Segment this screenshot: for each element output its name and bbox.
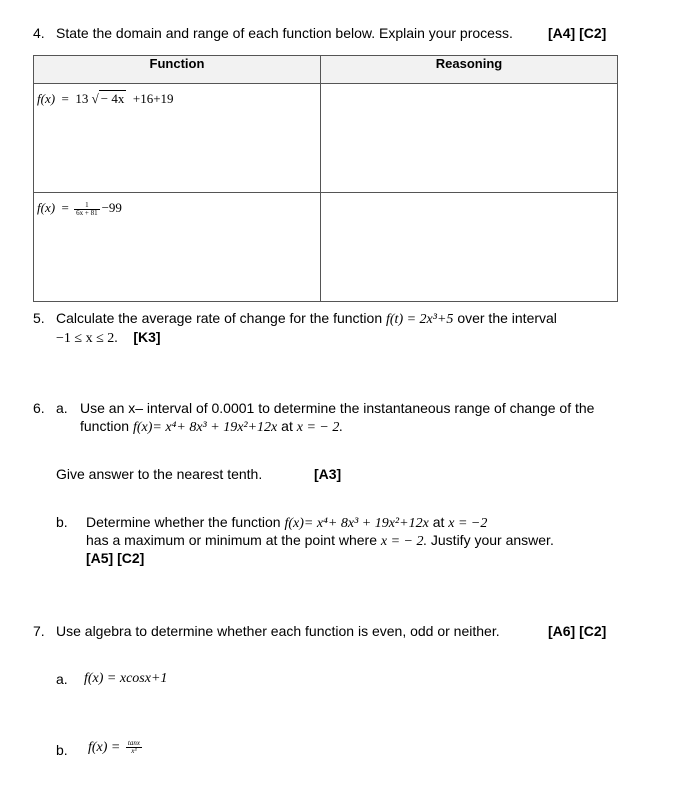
reasoning-cell-1[interactable] [321, 84, 618, 193]
q4-number: 4. [33, 25, 45, 41]
function-cell-2 [34, 193, 321, 302]
q7a-function: f(x) = xcosx+1 [84, 671, 168, 686]
header-reasoning: Reasoning [321, 56, 618, 84]
q7a-label: a. [56, 671, 68, 687]
reasoning-cell-2[interactable] [321, 193, 618, 302]
q6b-line2: has a maximum or minimum at the point where x = − 2. Justify your answer. [86, 532, 554, 549]
q6b-code: [A5] [C2] [86, 550, 145, 566]
q4-text: State the domain and range of each function below. Explain your process. [56, 25, 513, 41]
function-1: f(x) = 13 √ − 4x +16+19 [37, 91, 174, 106]
q7b-function: f(x) = $\frac{\tan x}{\text{x³}}$ [88, 739, 140, 756]
q6a-label: a. [56, 400, 68, 416]
q6-give-answer: Give answer to the nearest tenth. [56, 466, 263, 482]
q6a-text: Use an x– interval of 0.0001 to determine the instantaneous range of change of the [80, 400, 595, 416]
q7b-label: b. [56, 742, 68, 758]
q6b-label: b. [56, 514, 68, 530]
header-function: Function [34, 56, 321, 84]
q7-codes: [A6] [C2] [548, 623, 607, 639]
q6a-line2: function f(x)= x⁴+ 8x³ + 19x²+12x at x = − 2. [80, 418, 343, 435]
function-2: f(x) = $\frac{1}{6x + 81}$ −99 [37, 200, 122, 217]
q5-number: 5. [33, 310, 45, 326]
q6b-line1: Determine whether the function f(x)= x⁴+ 8x³ + 19x²+12x at x = −2 [86, 514, 488, 531]
q7-text: Use algebra to determine whether each function is even, odd or neither. [56, 623, 500, 639]
q5-line2: −1 ≤ x ≤ 2. [K3] [56, 329, 161, 346]
q6-number: 6. [33, 400, 45, 416]
q6a-code: [A3] [314, 466, 342, 482]
q7-number: 7. [33, 623, 45, 639]
function-table [33, 55, 618, 302]
q5-line1: Calculate the average rate of change for the function f(t) = 2x³+5 over the interval [56, 310, 557, 327]
q4-codes: [A4] [C2] [548, 25, 607, 41]
function-cell-1 [34, 84, 321, 193]
